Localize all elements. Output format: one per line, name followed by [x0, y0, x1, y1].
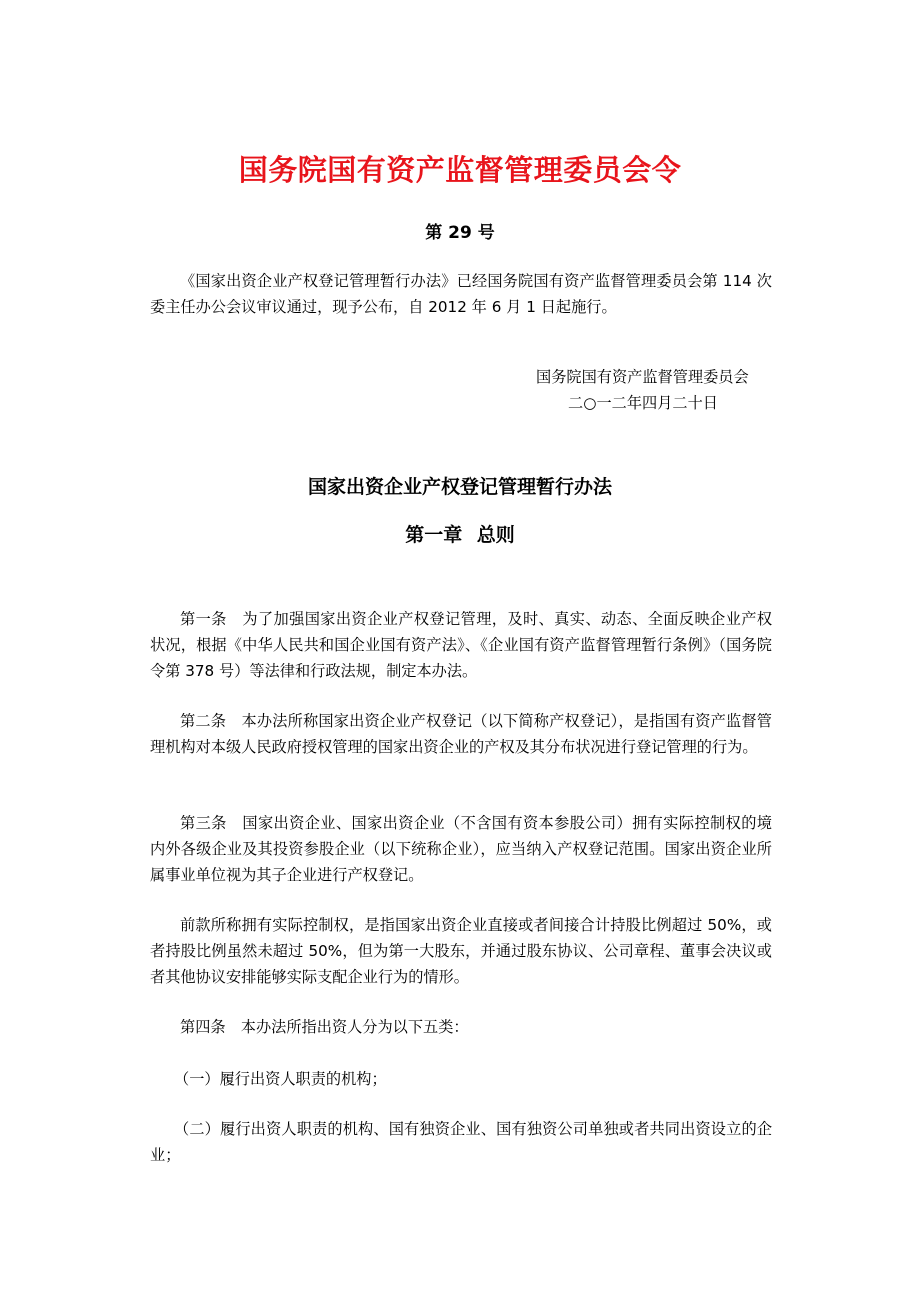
chapter-heading: 第一章 总则 [405, 524, 515, 546]
article-4-item-2: （二）履行出资人职责的机构、国有独资企业、国有独资公司单独或者共同出资设立的企业； [150, 1120, 772, 1164]
regulation-title: 国家出资企业产权登记管理暂行办法 [307, 476, 612, 498]
issuer-signature: 国务院国有资产监督管理委员会 [536, 368, 749, 386]
decree-number: 第 29 号 [425, 223, 495, 243]
article-1: 第一条 为了加强国家出资企业产权登记管理，及时、真实、动态、全面反映企业产权状况，根据《中华人民共和国企业国有资产法》、《企业国有资产监督管理暂行条例》（国务院令第 378 号）等法律和行政法规，制定本办法。 [150, 610, 772, 680]
article-2: 第二条 本办法所称国家出资企业产权登记（以下简称产权登记），是指国有资产监督管理机构对本级人民政府授权管理的国家出资企业的产权及其分布状况进行登记管理的行为。 [150, 712, 772, 756]
preamble-paragraph: 《国家出资企业产权登记管理暂行办法》已经国务院国有资产监督管理委员会第 114 次委主任办公会议审议通过，现予公布，自 2012 年 6 月 1 日起施行。 [150, 272, 772, 316]
article-3-paragraph-2: 前款所称拥有实际控制权，是指国家出资企业直接或者间接合计持股比例超过 50%，或者持股比例虽然未超过 50%，但为第一大股东，并通过股东协议、公司章程、董事会决议或者其他协议安排能够实际支配企业行为的情形。 [150, 916, 772, 986]
decree-title: 国务院国有资产监督管理委员会令 [238, 153, 682, 187]
article-4: 第四条 本办法所指出资人分为以下五类： [180, 1018, 469, 1036]
article-3: 第三条 国家出资企业、国家出资企业（不含国有资本参股公司）拥有实际控制权的境内外各级企业及其投资参股企业（以下统称企业），应当纳入产权登记范围。国家出资企业所属事业单位视为其子企业进行产权登记。 [150, 814, 772, 884]
article-4-item-1: （一）履行出资人职责的机构； [174, 1070, 387, 1088]
issue-date: 二○一二年四月二十日 [568, 394, 718, 412]
